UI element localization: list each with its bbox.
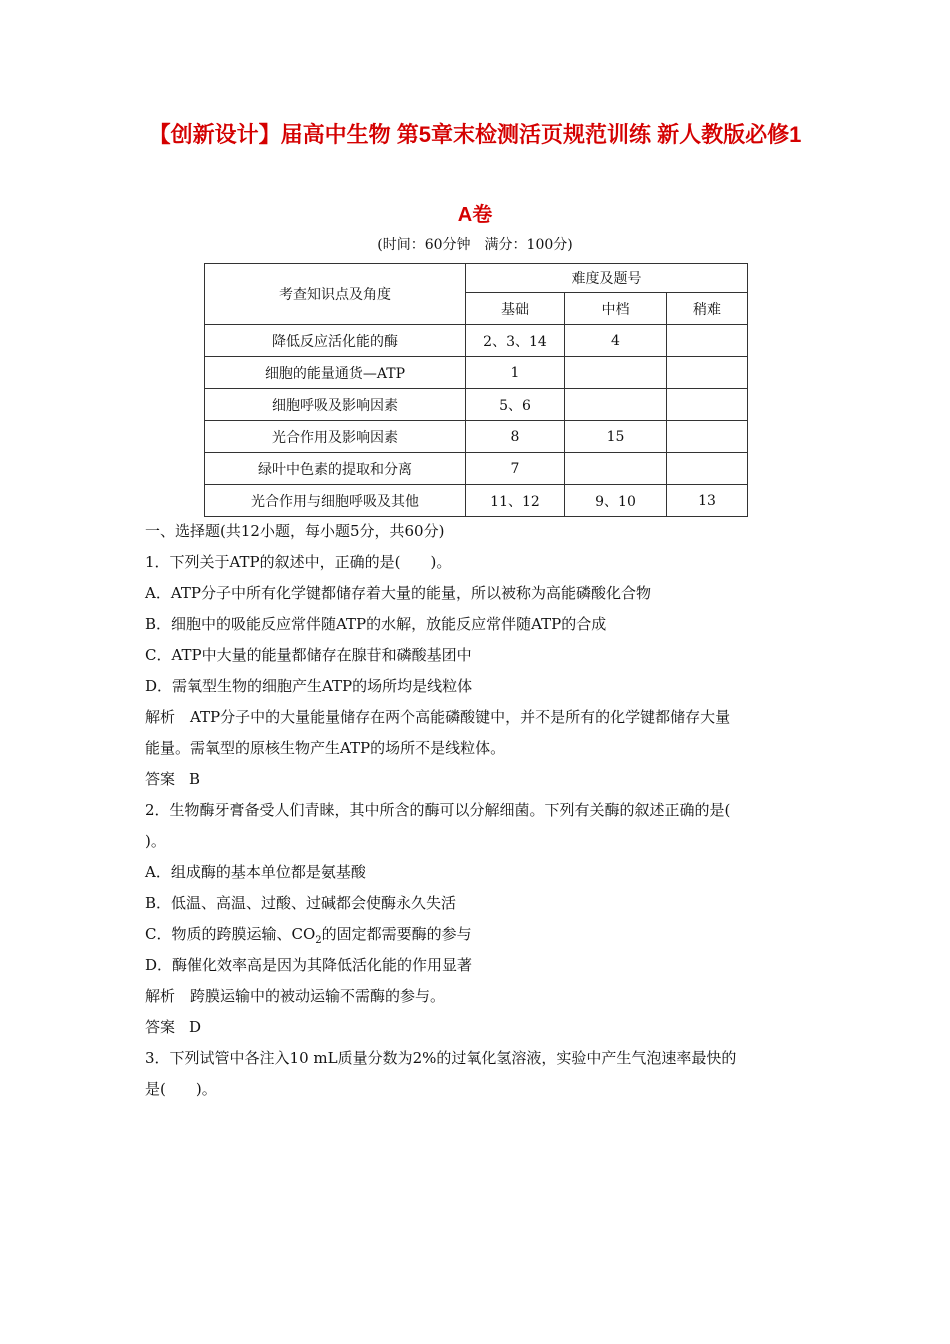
table-row	[205, 325, 748, 357]
knowledge-difficulty-table	[204, 263, 748, 517]
q2-option-c-text: C．物质的跨膜运输、CO	[145, 925, 316, 943]
row-basic: 2、3、14	[466, 325, 565, 357]
row-basic: 1	[466, 357, 565, 389]
answer-label: 答案	[145, 770, 176, 788]
row-basic: 7	[466, 453, 565, 485]
table-row	[205, 357, 748, 389]
q2-stem-line2: )。	[145, 832, 166, 850]
row-hard	[667, 421, 748, 453]
row-hard	[667, 389, 748, 421]
row-medium	[565, 389, 667, 421]
q2-answer	[145, 1012, 810, 1043]
time-score-info: (时间：60分钟 满分：100分)	[377, 237, 573, 253]
row-topic: 细胞呼吸及影响因素	[205, 389, 466, 421]
table-row	[205, 453, 748, 485]
row-topic: 绿叶中色素的提取和分离	[205, 453, 466, 485]
row-basic: 8	[466, 421, 565, 453]
q1-option-c: C．ATP中大量的能量都储存在腺苷和磷酸基团中	[145, 646, 472, 664]
row-medium	[565, 357, 667, 389]
row-basic: 5、6	[466, 389, 565, 421]
q2-option-c-text-end: 的固定都需要酶的参与	[321, 925, 472, 943]
q1-option-d: D．需氧型生物的细胞产生ATP的场所均是线粒体	[145, 677, 473, 695]
q1-analysis-line2: 能量。需氧型的原核生物产生ATP的场所不是线粒体。	[145, 739, 506, 757]
answer-value: D	[189, 1018, 202, 1036]
row-topic: 光合作用及影响因素	[205, 421, 466, 453]
answer-value: B	[189, 770, 201, 788]
table-row	[205, 389, 748, 421]
header-level-basic: 基础	[466, 293, 565, 325]
q1-analysis-line1: 解析 ATP分子中的大量能量储存在两个高能磷酸键中，并不是所有的化学键都储存大量	[145, 708, 731, 726]
row-basic: 11、12	[466, 485, 565, 517]
row-hard	[667, 325, 748, 357]
header-level-hard: 稍难	[667, 293, 748, 325]
q2-option-c	[145, 919, 810, 950]
q2-option-b: B．低温、高温、过酸、过碱都会使酶永久失活	[145, 894, 457, 912]
q1-option-b: B．细胞中的吸能反应常伴随ATP的水解，放能反应常伴随ATP的合成	[145, 615, 607, 633]
section-heading: 一、选择题(共12小题，每小题5分，共60分)	[145, 522, 445, 540]
q2-option-d: D．酶催化效率高是因为其降低活化能的作用显著	[145, 956, 473, 974]
table-row	[205, 421, 748, 453]
q2-option-a: A．组成酶的基本单位都是氨基酸	[145, 863, 366, 881]
row-topic: 降低反应活化能的酶	[205, 325, 466, 357]
answer-label: 答案	[145, 1018, 176, 1036]
row-hard	[667, 453, 748, 485]
row-topic: 细胞的能量通货—ATP	[205, 357, 466, 389]
row-medium: 4	[565, 325, 667, 357]
row-hard: 13	[667, 485, 748, 517]
header-difficulty: 难度及题号	[466, 264, 748, 293]
q2-stem-line1: 2．生物酶牙膏备受人们青睐，其中所含的酶可以分解细菌。下列有关酶的叙述正确的是(	[145, 801, 731, 819]
q3-stem-line2: 是( )。	[145, 1080, 217, 1098]
header-topic: 考查知识点及角度	[205, 264, 466, 325]
q1-option-a: A．ATP分子中所有化学键都储存着大量的能量，所以被称为高能磷酸化合物	[145, 584, 651, 602]
table-row	[205, 485, 748, 517]
q1-answer	[145, 764, 810, 795]
row-hard	[667, 357, 748, 389]
header-level-medium: 中档	[565, 293, 667, 325]
questions-body	[145, 516, 810, 1105]
co2-subscript: 2	[315, 935, 322, 946]
q2-analysis: 解析 跨膜运输中的被动运输不需酶的参与。	[145, 987, 446, 1005]
row-medium: 15	[565, 421, 667, 453]
q3-stem-line1: 3．下列试管中各注入10 mL质量分数为2%的过氧化氢溶液，实验中产生气泡速率最快的	[145, 1049, 737, 1067]
row-medium	[565, 453, 667, 485]
row-topic: 光合作用与细胞呼吸及其他	[205, 485, 466, 517]
paper-subtitle: A卷	[457, 204, 493, 226]
table-header-row	[205, 264, 748, 293]
document-title: 【创新设计】届高中生物 第5章末检测活页规范训练 新人教版必修1	[148, 122, 802, 147]
q1-stem: 1．下列关于ATP的叙述中，正确的是( )。	[145, 553, 452, 571]
row-medium: 9、10	[565, 485, 667, 517]
